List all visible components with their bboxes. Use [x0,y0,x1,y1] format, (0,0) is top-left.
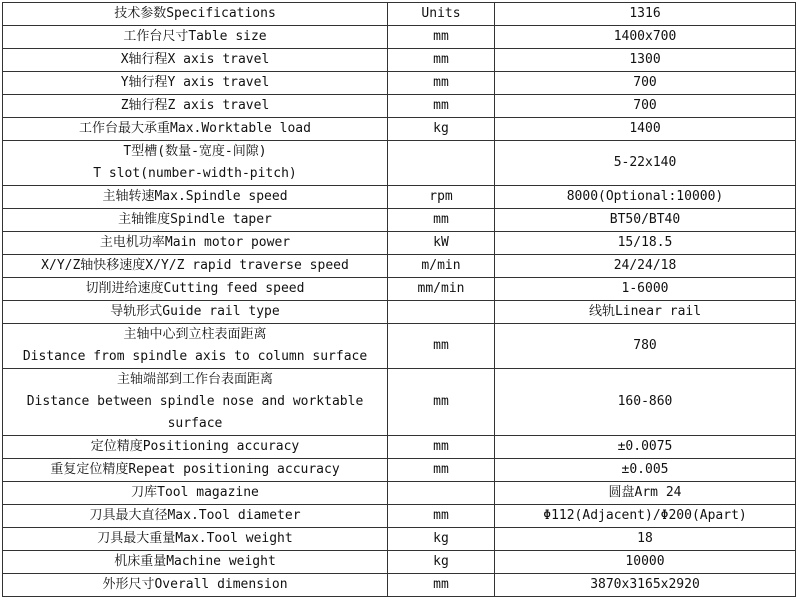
value-cell: 18 [495,528,796,551]
value-cell: 1400x700 [495,26,796,49]
table-row [3,324,796,369]
unit-cell: mm [388,49,495,72]
unit-cell: mm/min [388,278,495,301]
table-row [3,436,796,459]
value-cell: 10000 [495,551,796,574]
value-cell: 3870x3165x2920 [495,574,796,597]
param-cell [3,324,388,369]
param-line: Distance from spindle axis to column surface [22,349,368,364]
unit-cell: mm [388,436,495,459]
table-row [3,574,796,597]
value-cell: 圆盘Arm 24 [495,482,796,505]
unit-cell [388,482,495,505]
table-row [3,505,796,528]
unit-cell: mm [388,95,495,118]
table-row [3,551,796,574]
unit-cell: mm [388,369,495,436]
param-cell: 外形尺寸Overall dimension [3,574,388,597]
param-line: surface [167,416,223,431]
param-cell: 工作台最大承重Max.Worktable load [3,118,388,141]
spec-sheet [2,2,795,597]
header-value: 1316 [495,3,796,26]
param-cell: 主电机功率Main motor power [3,232,388,255]
value-cell: 5-22x140 [495,141,796,186]
value-cell: 1300 [495,49,796,72]
unit-cell: rpm [388,186,495,209]
param-line: T型槽(数量-宽度-间隙) [123,144,267,159]
value-cell: 700 [495,95,796,118]
header-unit: Units [388,3,495,26]
table-row [3,26,796,49]
table-row [3,482,796,505]
param-cell [3,369,388,436]
table-row [3,459,796,482]
table-row [3,72,796,95]
unit-cell: kg [388,528,495,551]
value-cell: 780 [495,324,796,369]
table-row [3,301,796,324]
value-cell: ±0.005 [495,459,796,482]
table-row [3,528,796,551]
unit-cell: kg [388,551,495,574]
table-row [3,141,796,186]
param-line: 主轴中心到立柱表面距离 [123,327,267,342]
unit-cell: mm [388,574,495,597]
param-cell: 切削进给速度Cutting feed speed [3,278,388,301]
table-row [3,278,796,301]
param-cell: 重复定位精度Repeat positioning accuracy [3,459,388,482]
header-param: 技术参数Specifications [3,3,388,26]
unit-cell: kg [388,118,495,141]
value-cell: 24/24/18 [495,255,796,278]
value-cell: BT50/BT40 [495,209,796,232]
param-cell: 主轴转速Max.Spindle speed [3,186,388,209]
param-cell: 机床重量Machine weight [3,551,388,574]
table-row [3,255,796,278]
unit-cell: mm [388,72,495,95]
value-cell: 15/18.5 [495,232,796,255]
table-row [3,209,796,232]
unit-cell: mm [388,324,495,369]
unit-cell: kW [388,232,495,255]
param-line: 主轴端部到工作台表面距离 [116,372,273,387]
unit-cell: mm [388,26,495,49]
value-cell: 160-860 [495,369,796,436]
param-line: T slot(number-width-pitch) [93,166,297,181]
unit-cell [388,301,495,324]
spec-table [2,2,796,597]
param-cell: X/Y/Z轴快移速度X/Y/Z rapid traverse speed [3,255,388,278]
param-cell: X轴行程X axis travel [3,49,388,72]
unit-cell: mm [388,459,495,482]
unit-cell: m/min [388,255,495,278]
table-row [3,95,796,118]
unit-cell: mm [388,505,495,528]
unit-cell: mm [388,209,495,232]
value-cell: 700 [495,72,796,95]
param-cell: Y轴行程Y axis travel [3,72,388,95]
param-cell: 刀具最大直径Max.Tool diameter [3,505,388,528]
table-row [3,186,796,209]
param-cell: 刀具最大重量Max.Tool weight [3,528,388,551]
param-cell [3,141,388,186]
value-cell: 1400 [495,118,796,141]
param-cell: 主轴锥度Spindle taper [3,209,388,232]
table-row [3,118,796,141]
value-cell: 8000(Optional:10000) [495,186,796,209]
param-cell: 刀库Tool magazine [3,482,388,505]
value-cell: 1-6000 [495,278,796,301]
table-row [3,232,796,255]
value-cell: Φ112(Adjacent)/Φ200(Apart) [495,505,796,528]
table-row [3,369,796,436]
value-cell: 线轨Linear rail [495,301,796,324]
param-cell: 定位精度Positioning accuracy [3,436,388,459]
param-cell: 工作台尺寸Table size [3,26,388,49]
unit-cell [388,141,495,186]
table-header-row [3,3,796,26]
param-line: Distance between spindle nose and worktable [26,394,364,409]
param-cell: Z轴行程Z axis travel [3,95,388,118]
table-row [3,49,796,72]
value-cell: ±0.0075 [495,436,796,459]
param-cell: 导轨形式Guide rail type [3,301,388,324]
